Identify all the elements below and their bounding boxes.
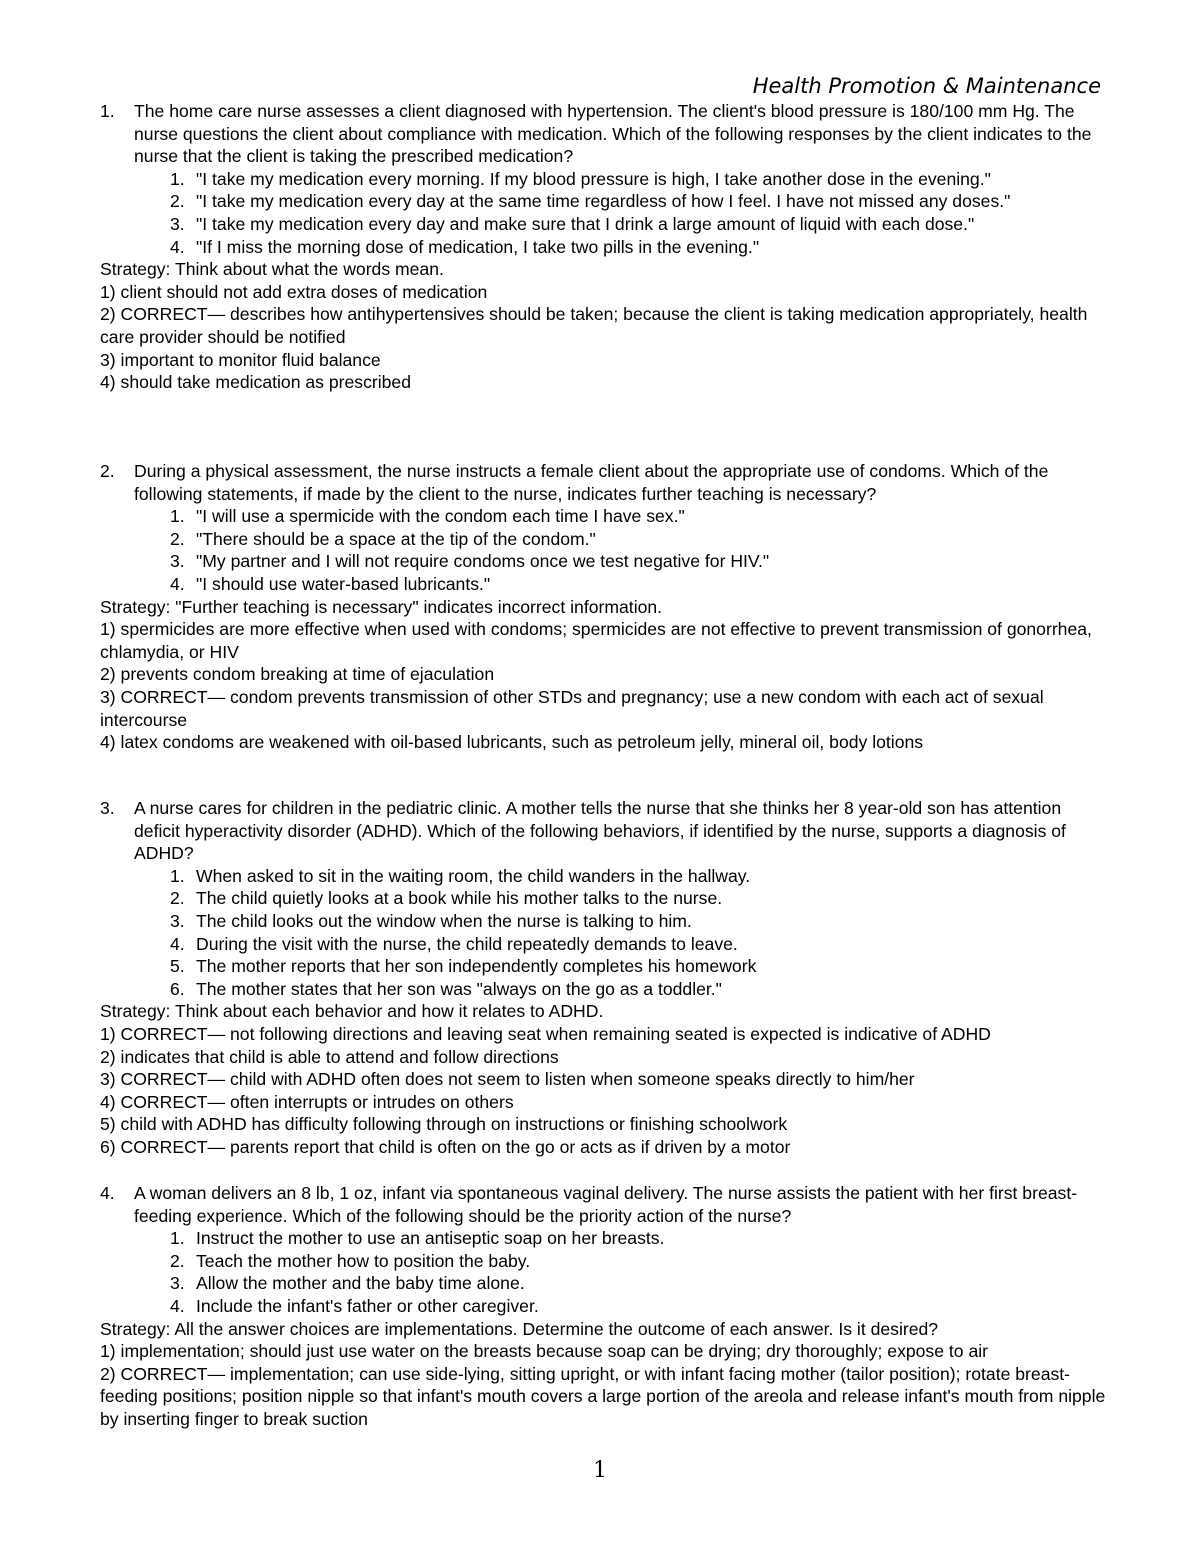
- option-number: 2.: [170, 1250, 185, 1271]
- option-number: 4.: [170, 933, 185, 954]
- answer-option: [170, 236, 1110, 259]
- rationale-line: 2) CORRECT— describes how antihypertensives should be taken; because the client is taking medication appropriately, health care provider should be notified: [100, 304, 1088, 347]
- option-text: When asked to sit in the waiting room, the child wanders in the hallway.: [196, 865, 751, 886]
- rationale-line: 4) CORRECT— often interrupts or intrudes on others: [100, 1091, 514, 1112]
- question-stem: [100, 797, 1110, 865]
- option-number: 6.: [170, 978, 185, 999]
- question-number: 2.: [100, 461, 115, 481]
- answer-option: [170, 1272, 1110, 1295]
- rationale-line: 4) should take medication as prescribed: [100, 372, 411, 393]
- question-number: 3.: [100, 798, 115, 818]
- answer-option: [170, 978, 1110, 1001]
- option-text: "I should use water-based lubricants.": [196, 573, 491, 594]
- option-number: 2.: [170, 528, 185, 549]
- answer-options: [170, 1227, 1110, 1317]
- answer-options: [170, 168, 1110, 258]
- option-text: Include the infant's father or other caregiver.: [196, 1295, 539, 1316]
- rationale-line: 2) prevents condom breaking at time of ejaculation: [100, 664, 495, 685]
- option-number: 3.: [170, 213, 185, 234]
- option-text: The mother reports that her son independently completes his homework: [196, 956, 757, 977]
- option-text: The mother states that her son was "always on the go as a toddler.": [196, 978, 722, 999]
- answer-option: [170, 887, 1110, 910]
- option-number: 3.: [170, 551, 185, 572]
- question-number: 4.: [100, 1183, 115, 1203]
- rationale-line: 2) CORRECT— implementation; can use side-lying, sitting upright, or with infant facing mother (tailor position); rotate breast-feeding positions; position nipple so that infant's mouth covers a large portion of the areola and release infant's mouth from nipple by inserting finger to break suction: [100, 1363, 1106, 1429]
- rationale-line: 1) client should not add extra doses of medication: [100, 281, 488, 302]
- answer-option: [170, 955, 1110, 978]
- option-number: 5.: [170, 956, 185, 977]
- question-text: A woman delivers an 8 lb, 1 oz, infant via spontaneous vaginal delivery. The nurse assists the patient with her first breast-feeding experience. Which of the following should be the priority action of the nurse?: [134, 1183, 1078, 1226]
- question-text: The home care nurse assesses a client diagnosed with hypertension. The client's blood pressure is 180/100 mm Hg. The nurse questions the client about compliance with medication. Which of the following responses by the client indicates to the nurse that the client is taking the prescribed medication?: [134, 101, 1092, 167]
- strategy-text: Strategy: All the answer choices are implementations. Determine the outcome of each answer. Is it desired?: [100, 1318, 939, 1339]
- rationale-line: 3) important to monitor fluid balance: [100, 349, 381, 370]
- rationale-line: 1) implementation; should just use water on the breasts because soap can be drying; dry thoroughly; expose to air: [100, 1341, 989, 1362]
- option-text: "I take my medication every day at the same time regardless of how I feel. I have not missed any doses.": [196, 191, 1011, 212]
- question-stem: [100, 100, 1110, 168]
- option-number: 3.: [170, 1273, 185, 1294]
- option-text: "I take my medication every day and make sure that I drink a large amount of liquid with each dose.": [196, 213, 975, 234]
- rationale-line: 3) CORRECT— child with ADHD often does not seem to listen when someone speaks directly to him/her: [100, 1069, 915, 1090]
- option-text: "If I miss the morning dose of medication, I take two pills in the evening.": [196, 236, 760, 257]
- rationale-line: 1) CORRECT— not following directions and leaving seat when remaining seated is expected is indicative of ADHD: [100, 1023, 991, 1044]
- answer-option: [170, 865, 1110, 888]
- answer-option: [170, 213, 1110, 236]
- answer-option: [170, 528, 1110, 551]
- option-text: Teach the mother how to position the baby.: [196, 1250, 531, 1271]
- question-text: A nurse cares for children in the pediatric clinic. A mother tells the nurse that she thinks her 8 year-old son has attention deficit hyperactivity disorder (ADHD). Which of the following behaviors, if identified by the nurse, supports a diagnosis of ADHD?: [134, 798, 1066, 864]
- question-text: During a physical assessment, the nurse instructs a female client about the appropriate use of condoms. Which of the following statements, if made by the client to the nurse, indicates further teaching is necessary?: [134, 461, 1049, 504]
- question-4: [100, 1182, 1110, 1431]
- answer-option: [170, 550, 1110, 573]
- answer-option: [170, 1250, 1110, 1273]
- strategy-text: Strategy: Think about what the words mean.: [100, 259, 444, 280]
- question-2: [100, 460, 1110, 754]
- option-number: 1.: [170, 506, 185, 527]
- option-number: 4.: [170, 236, 185, 257]
- option-text: Instruct the mother to use an antiseptic soap on her breasts.: [196, 1228, 665, 1249]
- answer-options: [170, 505, 1110, 595]
- option-number: 3.: [170, 910, 185, 931]
- option-text: Allow the mother and the baby time alone.: [196, 1273, 525, 1294]
- question-stem: [100, 460, 1110, 505]
- option-number: 1.: [170, 865, 185, 886]
- question-stem: [100, 1182, 1110, 1227]
- option-number: 1.: [170, 168, 185, 189]
- document-title: Health Promotion & Maintenance: [752, 74, 1101, 98]
- option-text: During the visit with the nurse, the child repeatedly demands to leave.: [196, 933, 738, 954]
- question-3: [100, 797, 1110, 1159]
- question-number: 1.: [100, 101, 115, 121]
- option-text: "There should be a space at the tip of the condom.": [196, 528, 596, 549]
- rationale-line: 5) child with ADHD has difficulty following through on instructions or finishing schoolwork: [100, 1114, 788, 1135]
- answer-option: [170, 910, 1110, 933]
- answer-option: [170, 505, 1110, 528]
- strategy-text: Strategy: "Further teaching is necessary" indicates incorrect information.: [100, 596, 663, 617]
- answer-option: [170, 190, 1110, 213]
- strategy-text: Strategy: Think about each behavior and how it relates to ADHD.: [100, 1001, 604, 1022]
- option-number: 4.: [170, 1295, 185, 1316]
- option-number: 1.: [170, 1228, 185, 1249]
- question-1: [100, 100, 1110, 394]
- rationale-line: 6) CORRECT— parents report that child is often on the go or acts as if driven by a motor: [100, 1136, 791, 1157]
- answer-option: [170, 573, 1110, 596]
- answer-options: [170, 865, 1110, 1001]
- option-text: The child quietly looks at a book while his mother talks to the nurse.: [196, 888, 723, 909]
- option-text: "I take my medication every morning. If my blood pressure is high, I take another dose in the evening.": [196, 168, 991, 189]
- option-number: 2.: [170, 888, 185, 909]
- option-text: "I will use a spermicide with the condom each time I have sex.": [196, 506, 685, 527]
- option-number: 2.: [170, 191, 185, 212]
- rationale-line: 4) latex condoms are weakened with oil-based lubricants, such as petroleum jelly, mineral oil, body lotions: [100, 732, 924, 753]
- rationale-line: 2) indicates that child is able to attend and follow directions: [100, 1046, 559, 1067]
- rationale-line: 3) CORRECT— condom prevents transmission of other STDs and pregnancy; use a new condom with each act of sexual intercourse: [100, 686, 1044, 730]
- rationale-line: 1) spermicides are more effective when used with condoms; spermicides are not effective to prevent transmission of gonorrhea, chlamydia, or HIV: [100, 619, 1092, 662]
- answer-option: [170, 933, 1110, 956]
- option-number: 4.: [170, 573, 185, 594]
- option-text: The child looks out the window when the nurse is talking to him.: [196, 910, 692, 931]
- option-text: "My partner and I will not require condoms once we test negative for HIV.": [196, 551, 770, 572]
- page-number: 1: [593, 1458, 607, 1483]
- answer-option: [170, 1295, 1110, 1318]
- answer-option: [170, 1227, 1110, 1250]
- answer-option: [170, 168, 1110, 191]
